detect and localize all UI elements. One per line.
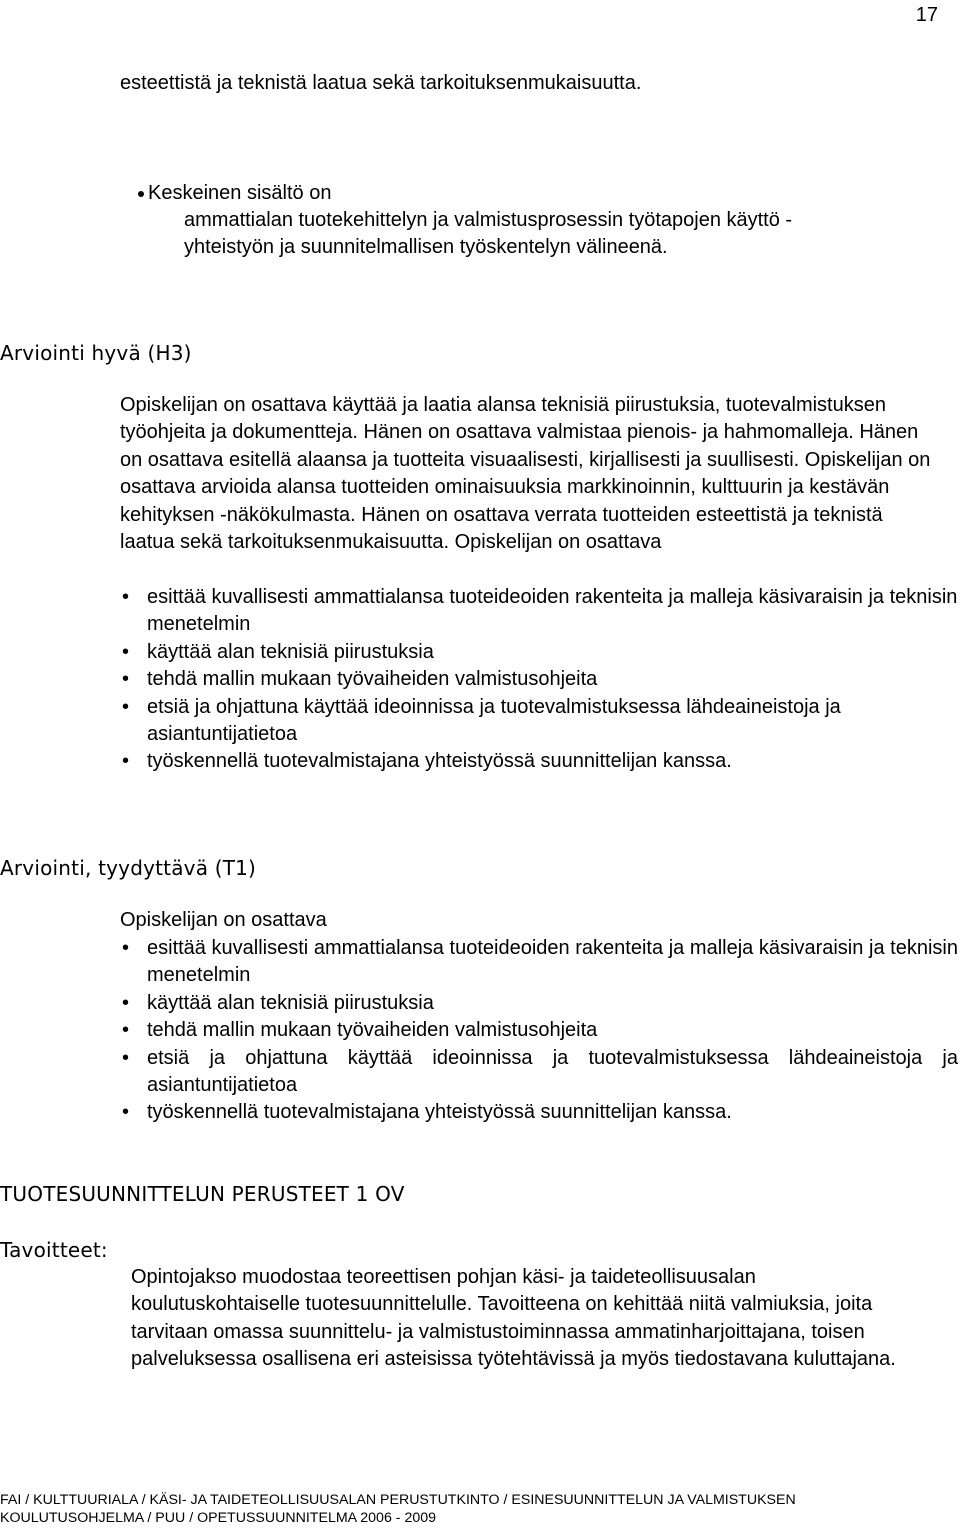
objectives-text: Opintojakso muodostaa teoreettisen pohjan käsi- ja taideteollisuusalan koulutuskohtaiselle tuotesuunnittelulle. Tavoitteena on kehittää niitä valmiuksia, joita tarvitaan omassa suunnittelu- ja valmistustoiminnassa ammatinharjoittajana, toisen palveluksessa osallisena eri asteisissa työtehtävissä ja myös tiedostavana kuluttajana.: [131, 1266, 896, 1371]
page-footer: [0, 1491, 960, 1527]
list-item: • etsiä ja ohjattuna käyttää ideoinnissa ja tuotevalmistuksessa lähdeaineistoja ja asiantuntijatietoa: [120, 694, 958, 749]
intro-text: esteettistä ja teknistä laatua sekä tarkoituksenmukaisuutta.: [120, 72, 642, 94]
objectives-label: Tavoitteet:: [0, 1238, 108, 1262]
section-heading-t1: Arviointi, tyydyttävä (T1): [0, 856, 257, 880]
section-heading-h3: Arviointi hyvä (H3): [0, 341, 192, 365]
list-item: • työskennellä tuotevalmistajana yhteistyössä suunnittelijan kanssa.: [120, 748, 958, 775]
footer-line: FAI / KULTTUURIALA / KÄSI- JA TAIDETEOLLISUUSALAN PERUSTUTKINTO / ESINESUUNNITTELUN JA VALMISTUKSEN: [0, 1492, 796, 1508]
course-title: TUOTESUUNNITTELUN PERUSTEET 1 OV: [0, 1182, 405, 1206]
list-item: • etsiä ja ohjattuna käyttää ideoinnissa ja tuotevalmistuksessa lähdeaineistoja ja asiantuntijatietoa: [120, 1045, 958, 1100]
list-item: • käyttää alan teknisiä piirustuksia: [120, 639, 958, 666]
section-t1-lead: Opiskelijan on osattava: [120, 909, 327, 931]
content-bullet-line: yhteistyön ja suunnitelmallisen työskentelyn välineenä.: [184, 236, 668, 258]
content-bullet: [148, 180, 792, 261]
section-h3-list: [120, 584, 958, 776]
list-item: • työskennellä tuotevalmistajana yhteistyössä suunnittelijan kanssa.: [120, 1099, 958, 1126]
content-bullet-line: ammattialan tuotekehittelyn ja valmistusprosessin työtapojen käyttö -: [184, 209, 793, 231]
list-item: • esittää kuvallisesti ammattialansa tuoteideoiden rakenteita ja malleja käsivaraisin ja teknisin menetelmin: [120, 935, 958, 990]
list-item: • tehdä mallin mukaan työvaiheiden valmistusohjeita: [120, 666, 958, 693]
page-number: 17: [915, 4, 938, 26]
section-h3-paragraph: Opiskelijan on osattava käyttää ja laatia alansa teknisiä piirustuksia, tuotevalmistuksen työohjeita ja dokumentteja. Hänen on osattava valmistaa pienois- ja hahmomalleja. Hänen on osattava esitellä alaansa ja tuotteita visuaalisesti, kirjallisesti ja suullisesti. Opiskelijan on osattava arvioida alansa tuotteiden ominaisuuksia markkinoinnin, kulttuurin ja kestävän kehityksen -näkökulmasta. Hänen on osattava verrata tuotteiden esteettistä ja teknistä laatua sekä tarkoituksenmukaisuutta. Opiskelijan on osattava: [120, 394, 931, 554]
footer-line: KOULUTUSOHJELMA / PUU / OPETUSSUUNNITELMA 2006 - 2009: [0, 1510, 437, 1526]
section-t1-list: [120, 935, 958, 1127]
list-item: • tehdä mallin mukaan työvaiheiden valmistusohjeita: [120, 1017, 958, 1044]
bullet-dot-icon: [138, 191, 144, 197]
list-item: • käyttää alan teknisiä piirustuksia: [120, 990, 958, 1017]
list-item: • esittää kuvallisesti ammattialansa tuoteideoiden rakenteita ja malleja käsivaraisin ja teknisin menetelmin: [120, 584, 958, 639]
content-bullet-title: Keskeinen sisältö on: [148, 182, 332, 204]
